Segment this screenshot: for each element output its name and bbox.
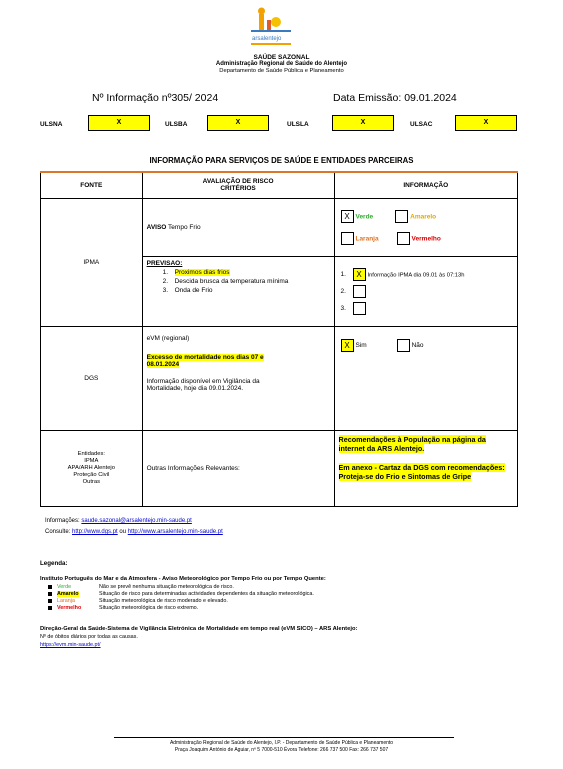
legend-row-vermelho: Vermelho Situação meteorológica de risco extremo. xyxy=(48,605,198,611)
dgs-nao-label: Não xyxy=(411,341,424,349)
info-item-2-checkbox[interactable] xyxy=(353,285,366,298)
evm-link[interactable]: https://evm.min-saude.pt/ xyxy=(40,642,101,648)
legend-dgs-line: Nº de óbitos diários por todas as causas. xyxy=(40,634,138,640)
info-item-3: 3. xyxy=(341,302,511,315)
header-avaliacao xyxy=(142,172,334,198)
section-title: INFORMAÇÃO PARA SERVIÇOS DE SAÚDE E ENTIDADES PARCEIRAS xyxy=(149,156,414,165)
table-row-dgs xyxy=(41,326,518,430)
table-row-ipma-aviso xyxy=(41,198,518,256)
legend-dgs-title: Direção-Geral da Saúde-Sistema de Vigilância Eletrónica de Mortalidade em tempo real (eVM SICO) – ARS Alentejo: xyxy=(40,626,358,632)
uls-box-ulsba: X xyxy=(207,115,269,131)
info-item-1: 1. X Informação IPMA dia 09.01 às 07:13h xyxy=(340,269,465,279)
aviso-text: Tempo Frio xyxy=(166,223,201,231)
logo-wordmark: arsalentejo xyxy=(252,36,282,42)
arsalentejo-link[interactable]: http://www.arsalentejo.min-saude.pt xyxy=(127,529,223,535)
level-vermelho-label: Vermelho xyxy=(411,234,441,242)
header-dept: Departamento de Saúde Pública e Planeamento xyxy=(219,68,344,74)
evm-label: eVM (regional) xyxy=(146,334,190,342)
contact-info: Informações: saude.sazonal@arsalentejo.min-saude.pt xyxy=(45,518,192,524)
info-item-3-checkbox[interactable] xyxy=(353,302,366,315)
uls-label-ulsna: ULSNA xyxy=(40,121,63,128)
legend-ipma-title: Instituto Português do Mar e da Atmosfera - Aviso Meteorológico por Tempo Frio ou por Tempo Quente: xyxy=(40,576,326,582)
header-org: Administração Regional de Saúde do Alentejo xyxy=(215,61,348,67)
footer-divider xyxy=(114,737,454,738)
information-table xyxy=(40,171,518,507)
legend-row-laranja: Laranja Situação meteorológica de risco moderado e elevado. xyxy=(48,598,228,604)
info-number: Nº Informação nº305/ 2024 xyxy=(92,92,219,104)
outras-informacoes-label: Outras Informações Relevantes: xyxy=(142,430,334,506)
previsao-item-1: 1. Proximos dias frios xyxy=(162,268,230,276)
dgs-sim-checkbox[interactable]: X xyxy=(341,339,354,352)
legend-row-verde: Verde Não se prevê nenhuma situação meteorológica de risco. xyxy=(48,584,234,590)
header-informacao: INFORMAÇÃO xyxy=(334,172,517,198)
excesso-text: Excesso de mortalidade nos dias 07 e 08.01.2024 xyxy=(146,353,264,368)
level-vermelho[interactable] xyxy=(397,232,441,245)
uls-box-ulsla: X xyxy=(332,115,394,131)
info-item-1-text: Informação IPMA dia 09.01 às 07:13h xyxy=(367,271,465,278)
uls-label-ulsla: ULSLA xyxy=(287,121,309,128)
dgs-sim-label: Sim xyxy=(355,341,367,349)
info-email-link[interactable]: saude.sazonal@arsalentejo.min-saude.pt xyxy=(81,518,192,524)
uls-box-ulsac: X xyxy=(455,115,517,131)
previsao-item-3: 3. Onda de Frio xyxy=(162,286,213,294)
legend-row-amarelo: Amarelo Situação de risco para determinadas actividades dependentes da situação meteorológica. xyxy=(48,591,314,597)
header-fonte: FONTE xyxy=(41,172,143,198)
previsao-info-cell xyxy=(334,256,517,326)
previsao-title: PREVISAO: xyxy=(146,259,183,267)
consult-links: Consulte: http://www.dgs.pt ou http://www.arsalentejo.min-saude.pt xyxy=(45,529,223,535)
level-laranja[interactable] xyxy=(341,232,379,245)
dgs-nao-checkbox[interactable] xyxy=(397,339,410,352)
level-verde-checkbox[interactable]: X xyxy=(341,210,354,223)
previsao-item-2: 2. Descida brusca da temperatura mínima xyxy=(162,277,289,285)
dgs-nao[interactable] xyxy=(397,342,424,349)
fonte-entidades: Entidades: IPMA APA/ARH Alentejo Proteção Civil Outras xyxy=(41,430,143,506)
dgs-info-cell xyxy=(334,326,517,430)
issue-date: Data Emissão: 09.01.2024 xyxy=(333,92,457,104)
ars-alentejo-logo xyxy=(243,6,299,50)
entidades-info-cell xyxy=(334,430,517,506)
level-laranja-checkbox[interactable] xyxy=(341,232,354,245)
header-title: SAÚDE SAZONAL xyxy=(253,54,310,61)
footer-line-2: Praça Joaquim António de Aguiar, nº 5 7000-510 Évora Telefone: 266 737 500 Fax: 266 737 507 xyxy=(174,747,389,753)
aviso-label: AVISO xyxy=(146,223,167,231)
level-amarelo[interactable] xyxy=(395,210,436,223)
footer-line-1: Administração Regional de Saúde do Alentejo, I.P. - Departamento de Saúde Pública e Planeamento xyxy=(169,740,394,746)
table-header-row xyxy=(41,172,518,198)
anexo-text: Em anexo - Cartaz da DGS com recomendações: Proteja-se do Frio e Sintomas de Gripe xyxy=(338,462,505,481)
dgs-cell xyxy=(142,326,334,430)
header-avaliacao-line1: AVALIAÇÃO DE RISCO xyxy=(202,178,274,186)
fonte-dgs: DGS xyxy=(41,326,143,430)
level-laranja-label: Laranja xyxy=(355,234,379,242)
header-avaliacao-line2: CRITÉRIOS xyxy=(220,185,256,193)
disponivel-text: Informação disponível em Vigilância da Mortalidade, hoje dia 09.01.2024. xyxy=(146,377,260,392)
info-item-2: 2. xyxy=(341,285,511,298)
uls-box-ulsna: X xyxy=(88,115,150,131)
level-verde[interactable] xyxy=(341,210,374,223)
level-vermelho-checkbox[interactable] xyxy=(397,232,410,245)
info-item-1-checkbox[interactable]: X xyxy=(353,268,366,281)
recomendacoes-text: Recomendações à População na página da internet da ARS Alentejo. xyxy=(338,434,486,453)
previsao-cell xyxy=(142,256,334,326)
level-amarelo-checkbox[interactable] xyxy=(395,210,408,223)
fonte-ipma: IPMA xyxy=(41,198,143,326)
uls-label-ulsba: ULSBA xyxy=(165,121,188,128)
uls-label-ulsac: ULSAC xyxy=(410,121,433,128)
aviso-levels-cell xyxy=(334,198,517,256)
legend-title: Legenda: xyxy=(40,560,68,567)
dgs-link[interactable]: http://www.dgs.pt xyxy=(72,529,118,535)
table-row-entidades xyxy=(41,430,518,506)
level-verde-label: Verde xyxy=(355,212,374,220)
dgs-sim[interactable] xyxy=(341,342,367,349)
level-amarelo-label: Amarelo xyxy=(410,212,437,220)
aviso-cell xyxy=(142,198,334,256)
